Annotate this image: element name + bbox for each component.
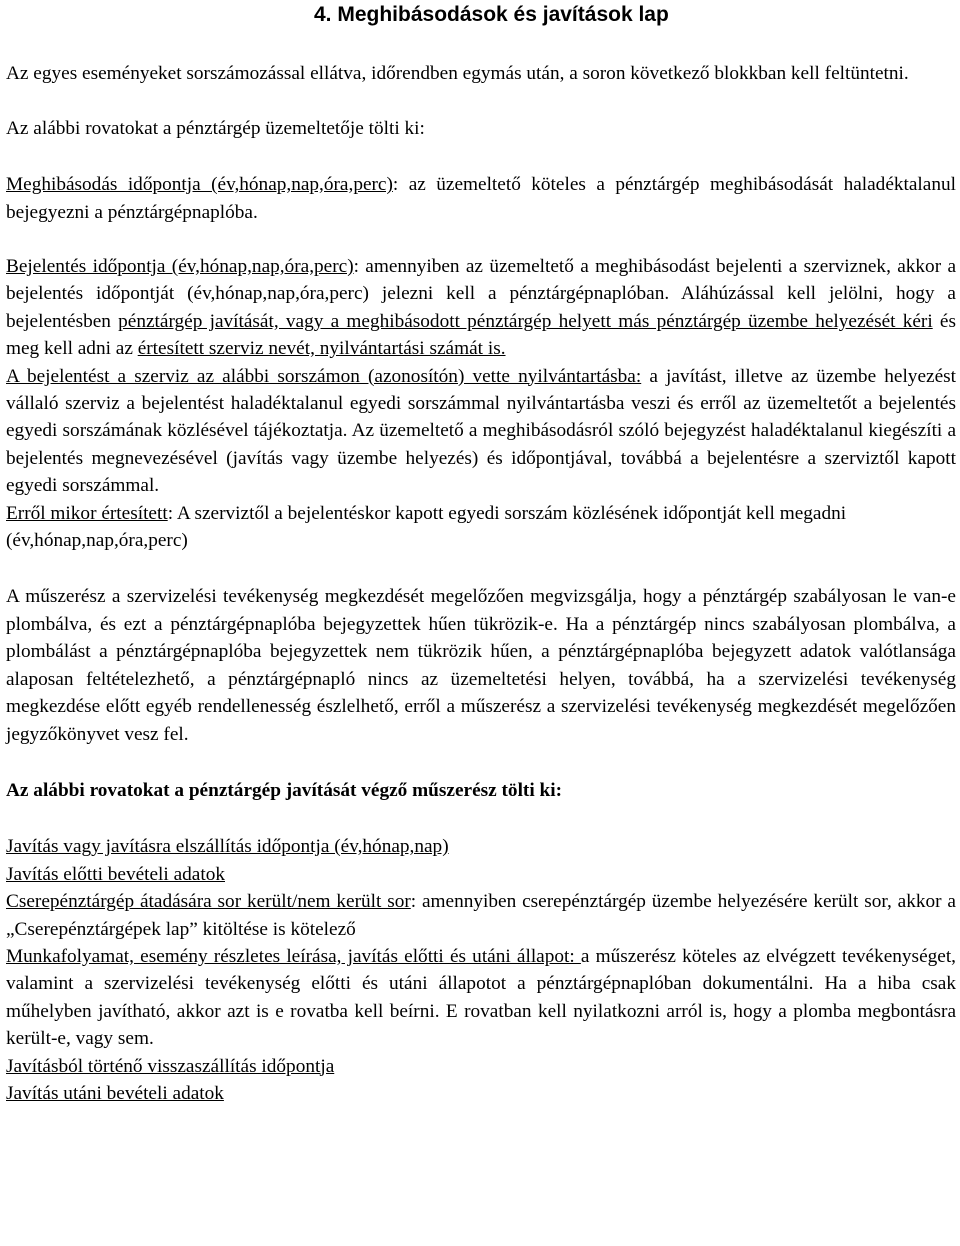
failure-time-label: Meghibásodás időpontja (év,hónap,nap,óra,perc) bbox=[6, 174, 393, 196]
pre-repair-data-label: Javítás előtti bevételi adatok bbox=[6, 863, 225, 885]
technician-section-title: Az alábbi rovatokat a pénztárgép javítását végző műszerész tölti ki: bbox=[6, 779, 563, 801]
repair-time-label: Javítás vagy javításra elszállítás időpontja (év,hónap,nap) bbox=[6, 836, 449, 858]
report-time-underlined: pénztárgép javítását, vagy a meghibásodott pénztárgép helyett más pénztárgép üzembe helyezését kéri bbox=[118, 310, 933, 332]
replacement-label: Cserepénztárgép átadására sor került/nem került sor bbox=[6, 891, 411, 913]
report-time-underlined-2: értesített szerviz nevét, nyilvántartási számát is. bbox=[137, 338, 506, 360]
spacer bbox=[6, 554, 956, 583]
failure-time-paragraph bbox=[6, 171, 956, 226]
notified-text: : A szerviztől a bejelentéskor kapott egyedi sorszám közlésének időpontját kell megadni (év,hónap,nap,óra,perc) bbox=[6, 502, 847, 552]
report-time-text-2: és meg kell adni az bbox=[6, 310, 956, 360]
intro-paragraph: Az egyes eseményeket sorszámozással ellátva, időrendben egymás után, a soron következő blokkban kell feltüntetni. bbox=[6, 63, 909, 84]
repair-time-line bbox=[6, 833, 956, 860]
spacer bbox=[6, 226, 956, 253]
registry-label: A bejelentést a szerviz az alábbi sorszámon (azonosítón) vette nyilvántartásba: bbox=[6, 365, 642, 387]
post-repair-data-line bbox=[6, 1080, 956, 1107]
pre-repair-data-line bbox=[6, 861, 956, 888]
report-time-paragraph bbox=[6, 253, 956, 363]
failure-time-text: : az üzemeltető köteles a pénztárgép meghibásodását haladéktalanul bejegyezni a pénztárgépnaplóba. bbox=[6, 174, 956, 223]
spacer bbox=[6, 87, 956, 114]
workflow-text: a műszerész köteles az elvégzett tevékenységet, valamint a szervizelési tevékenység előtti és utáni állapotot a pénztárgépnaplóban dokumentálni. Ha a hiba csak műhelyben javítható, akkor azt is e rovatba kell beírni. E rovatban kell nyilatkozni arról is, hogy a plomba megbontásra került-e, vagy sem. bbox=[6, 945, 956, 1050]
notified-label: Erről mikor értesített bbox=[6, 502, 168, 524]
technician-paragraph: A műszerész a szervizelési tevékenység megkezdését megelőzően megvizsgálja, hogy a pénztárgép szabályosan le van-e plombálva, és ezt a pénztárgépnaplóba bejegyzettek hűen tükrözik-e. Ha a pénztárgép nincs szabályosan plombálva, a plombálást a pénztárgépnaplóba bejegyzettek nem tükrözik hűen, a pénztárgépnaplóba bejegyzett adatok valótlansága alaposan feltételezhető, a pénztárgépnapló nincs az üzemeltetési helyen, továbbá, ha a szervizelési tevékenység megkezdése előtt egyéb rendellenesség észlelhető, erről a műszerész a szervizelési tevékenység megkezdését megelőzően jegyzőkönyvet vesz fel. bbox=[6, 586, 956, 745]
report-time-text: : amennyiben az üzemeltető a meghibásodást bejelenti a szerviznek, akkor a bejelentés időpontját (év,hónap,nap,óra,perc) jelezni kell a pénztárgépnaplóban. Aláhúzással kell jelölni, hogy a bejelentésben bbox=[6, 256, 956, 332]
workflow-label: Munkafolyamat, esemény részletes leírása, javítás előtti és utáni állapot: bbox=[6, 945, 581, 967]
spacer bbox=[6, 29, 956, 60]
registry-paragraph bbox=[6, 363, 956, 500]
replacement-paragraph bbox=[6, 888, 956, 943]
notified-paragraph bbox=[6, 500, 956, 555]
spacer bbox=[6, 142, 956, 171]
spacer bbox=[6, 748, 956, 777]
post-repair-data-label: Javítás utáni bevételi adatok bbox=[6, 1082, 224, 1104]
operator-section-title: Az alábbi rovatokat a pénztárgép üzemeltetője tölti ki: bbox=[6, 117, 425, 139]
workflow-paragraph bbox=[6, 943, 956, 1053]
report-time-label: Bejelentés időpontja (év,hónap,nap,óra,perc) bbox=[6, 256, 354, 278]
return-time-line bbox=[6, 1053, 956, 1080]
page-heading: 4. Meghibásodások és javítások lap bbox=[314, 3, 669, 26]
spacer bbox=[6, 804, 956, 833]
return-time-label: Javításból történő visszaszállítás időpontja bbox=[6, 1055, 335, 1077]
document-page bbox=[6, 0, 956, 1107]
replacement-text: : amennyiben cserepénztárgép üzembe helyezésére került sor, akkor a „Cserepénztárgépek lap” kitöltése is kötelező bbox=[6, 891, 956, 940]
registry-text: a javítást, illetve az üzembe helyezést vállaló szerviz a bejelentést haladéktalanul egyedi sorszámmal nyilvántartásba veszi és erről az üzemeltetőt a bejelentés egyedi sorszámának közlésével tájékoztatja. Az üzemeltető a meghibásodásról szóló bejegyzést haladéktalanul kiegészíti a bejelentés megnevezésével (javítás vagy üzembe helyezés) és időpontjával, továbbá a bejelentésre a szerviztől kapott egyedi sorszámmal. bbox=[6, 365, 956, 497]
